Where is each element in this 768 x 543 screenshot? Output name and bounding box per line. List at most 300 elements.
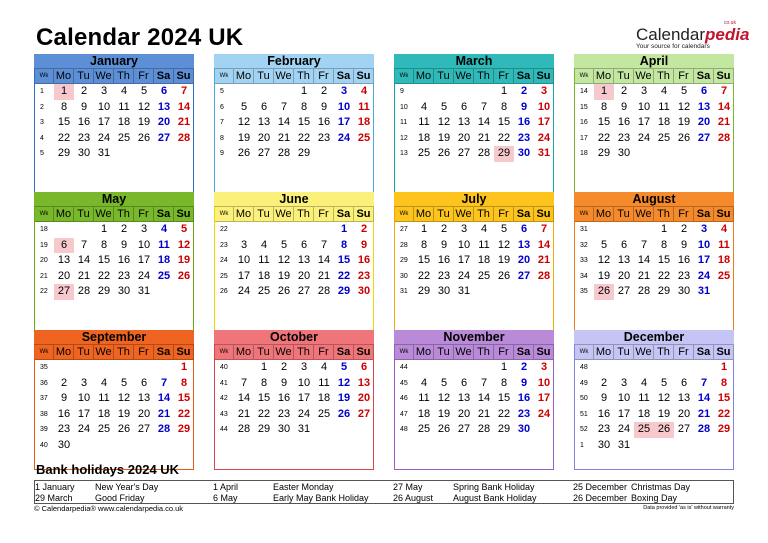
day-cell: 22 — [417, 269, 431, 282]
month-grid — [575, 69, 733, 162]
day-cell: 21 — [477, 407, 491, 420]
day-cell: 24 — [537, 131, 551, 144]
day-cell: 8 — [60, 100, 68, 113]
weekday-header: Fr — [494, 69, 514, 84]
bank-holiday-date: 6 May — [213, 493, 238, 503]
day-cell: 30 — [517, 423, 531, 435]
bank-holiday-date: 26 December — [573, 493, 628, 503]
day-cell: 6 — [520, 223, 528, 235]
day-cell: 19 — [117, 407, 131, 420]
day-cell: 1 — [500, 85, 508, 97]
bank-holiday-date: 27 May — [393, 482, 423, 492]
week-number: 44 — [220, 426, 228, 433]
day-cell: 1 — [180, 361, 188, 373]
day-cell: 26 — [497, 269, 511, 282]
empty-day-cell — [534, 422, 554, 438]
day-cell: 21 — [177, 116, 191, 128]
day-cell: 5 — [440, 376, 448, 389]
day-cell: 20 — [137, 407, 151, 420]
day-cell: 15 — [717, 392, 731, 404]
month-name: March — [394, 54, 554, 69]
day-cell: 8 — [660, 238, 668, 251]
day-cell: 6 — [54, 238, 74, 254]
day-cell: 4 — [260, 238, 268, 251]
day-cell: 20 — [257, 131, 271, 144]
day-cell: 14 — [77, 254, 91, 266]
day-cell: 4 — [100, 376, 108, 389]
day-cell: 11 — [358, 100, 370, 113]
weekday-header: Mo — [234, 69, 254, 84]
empty-day-cell — [254, 222, 274, 238]
day-cell: 24 — [237, 285, 251, 297]
day-cell: 17 — [297, 392, 311, 404]
month-grid — [395, 345, 553, 438]
weekday-header: Mo — [54, 69, 74, 84]
empty-day-cell — [694, 438, 714, 454]
month-grid — [215, 207, 373, 300]
empty-day-cell — [334, 422, 354, 438]
day-cell: 9 — [620, 100, 628, 113]
day-cell: 10 — [337, 100, 351, 113]
day-cell: 9 — [120, 238, 128, 251]
week-number: 1 — [580, 441, 584, 449]
week-number-header: Wk — [575, 69, 594, 84]
week-number: 41 — [220, 379, 228, 387]
month-name: February — [214, 54, 374, 69]
month-february — [214, 54, 374, 194]
day-cell: 5 — [120, 376, 128, 389]
week-number: 40 — [220, 364, 228, 371]
day-cell: 19 — [437, 131, 451, 144]
week-number: 45 — [400, 379, 408, 387]
week-number: 15 — [580, 103, 588, 111]
day-cell: 20 — [457, 407, 471, 420]
day-cell: 29 — [657, 285, 671, 297]
empty-day-cell — [414, 84, 434, 100]
weekday-header: We — [634, 207, 654, 222]
empty-day-cell — [714, 284, 734, 300]
week-number: 44 — [400, 364, 408, 371]
day-cell: 26 — [337, 407, 351, 420]
weekday-header: Tu — [614, 345, 634, 360]
day-cell: 3 — [700, 223, 708, 235]
day-cell: 28 — [177, 131, 191, 144]
weekday-header: Sa — [694, 207, 714, 222]
day-cell: 15 — [417, 254, 431, 266]
month-grid — [395, 207, 553, 300]
day-cell: 5 — [240, 100, 248, 113]
day-cell: 15 — [177, 392, 191, 404]
week-number: 29 — [400, 257, 408, 264]
weekday-header: Sa — [154, 207, 174, 222]
day-cell: 3 — [80, 376, 88, 389]
bank-holiday-date: 29 March — [35, 493, 73, 503]
week-number: 38 — [40, 410, 48, 418]
day-cell: 26 — [117, 423, 131, 435]
weekday-header: Mo — [594, 69, 614, 84]
weekday-header: We — [274, 345, 294, 360]
week-number: 52 — [580, 426, 588, 433]
day-cell: 13 — [697, 100, 711, 113]
day-cell: 4 — [420, 100, 428, 113]
day-cell: 3 — [460, 223, 468, 235]
day-cell: 30 — [77, 147, 91, 159]
day-cell: 2 — [520, 85, 528, 97]
day-cell: 20 — [617, 269, 631, 282]
day-cell: 26 — [177, 269, 191, 282]
weekday-header: Su — [174, 207, 194, 222]
month-name: July — [394, 192, 554, 207]
day-cell: 12 — [437, 392, 451, 404]
day-cell: 14 — [477, 116, 491, 128]
empty-day-cell — [314, 222, 334, 238]
week-number: 20 — [40, 257, 48, 264]
day-cell: 7 — [640, 238, 648, 251]
empty-day-cell — [134, 438, 154, 454]
day-cell: 27 — [257, 147, 271, 159]
weekday-header: Sa — [514, 69, 534, 84]
day-cell: 3 — [540, 85, 548, 97]
month-grid — [35, 345, 193, 453]
day-cell: 14 — [237, 392, 251, 404]
day-cell: 9 — [360, 238, 368, 251]
weekday-header: Fr — [134, 207, 154, 222]
day-cell: 30 — [517, 147, 531, 159]
month-name: June — [214, 192, 374, 207]
bank-holiday-name: August Bank Holiday — [453, 493, 537, 503]
day-cell: 2 — [60, 376, 68, 389]
day-cell: 29 — [297, 147, 311, 159]
day-cell: 28 — [537, 269, 551, 282]
week-number: 33 — [580, 257, 588, 264]
day-cell: 11 — [418, 392, 430, 404]
week-number: 2 — [40, 103, 44, 111]
day-cell: 12 — [177, 238, 191, 251]
day-cell: 11 — [158, 238, 170, 251]
footer-disclaimer: Data provided 'as is' without warranty — [643, 505, 734, 511]
day-cell: 4 — [360, 85, 368, 97]
weekday-header: We — [454, 345, 474, 360]
day-cell: 11 — [638, 392, 650, 404]
day-cell: 27 — [517, 269, 531, 282]
day-cell: 29 — [717, 423, 731, 435]
empty-day-cell — [634, 222, 654, 238]
weekday-header: Tu — [254, 69, 274, 84]
day-cell: 7 — [480, 100, 488, 113]
day-cell: 17 — [537, 116, 551, 128]
week-number: 18 — [40, 226, 48, 233]
day-cell: 9 — [600, 392, 608, 404]
day-cell: 2 — [440, 223, 448, 235]
day-cell: 13 — [457, 116, 471, 128]
day-cell: 31 — [537, 147, 551, 159]
weekday-header: Th — [294, 69, 314, 84]
day-cell: 25 — [477, 269, 491, 282]
day-cell: 4 — [660, 85, 668, 97]
empty-day-cell — [94, 438, 114, 454]
day-cell: 13 — [677, 392, 691, 404]
empty-day-cell — [114, 360, 134, 376]
empty-day-cell — [74, 360, 94, 376]
day-cell: 3 — [540, 361, 548, 373]
day-cell: 9 — [280, 376, 288, 389]
weekday-header: Th — [294, 345, 314, 360]
day-cell: 15 — [657, 254, 671, 266]
weekday-header: Fr — [314, 207, 334, 222]
day-cell: 1 — [420, 223, 428, 235]
weekday-header: Sa — [694, 345, 714, 360]
day-cell: 5 — [280, 238, 288, 251]
day-cell: 10 — [77, 392, 91, 404]
weekday-header: Mo — [594, 345, 614, 360]
day-cell: 13 — [57, 254, 71, 266]
weekday-header: Tu — [254, 345, 274, 360]
day-cell: 23 — [617, 131, 631, 144]
day-cell: 3 — [620, 376, 628, 389]
day-cell: 15 — [497, 116, 511, 128]
weekday-header: We — [454, 69, 474, 84]
day-cell: 16 — [117, 254, 131, 266]
week-number-header: Wk — [395, 345, 414, 360]
day-cell: 21 — [697, 407, 711, 420]
empty-day-cell — [94, 360, 114, 376]
day-cell: 27 — [297, 285, 311, 297]
day-cell: 29 — [337, 285, 351, 297]
day-cell: 6 — [680, 376, 688, 389]
day-cell: 26 — [437, 147, 451, 159]
day-cell: 28 — [157, 423, 171, 435]
day-cell: 23 — [517, 407, 531, 420]
day-cell: 4 — [720, 223, 728, 235]
empty-day-cell — [494, 284, 514, 300]
week-number: 7 — [220, 119, 224, 126]
weekday-header: Su — [174, 345, 194, 360]
day-cell: 10 — [617, 392, 631, 404]
day-cell: 31 — [97, 147, 111, 159]
weekday-header: Su — [714, 207, 734, 222]
day-cell: 22 — [717, 407, 731, 420]
day-cell: 21 — [317, 269, 331, 282]
weekday-header: Su — [534, 69, 554, 84]
day-cell: 22 — [497, 407, 511, 420]
day-cell: 16 — [317, 116, 331, 128]
day-cell: 20 — [457, 131, 471, 144]
day-cell: 13 — [157, 100, 171, 113]
weekday-header: Tu — [74, 69, 94, 84]
day-cell: 13 — [297, 254, 311, 266]
week-number: 47 — [400, 410, 408, 418]
day-cell: 31 — [297, 423, 311, 435]
week-number-header: Wk — [575, 345, 594, 360]
day-cell: 28 — [317, 285, 331, 297]
day-cell: 14 — [317, 254, 331, 266]
empty-day-cell — [74, 222, 94, 238]
weekday-header: Mo — [54, 345, 74, 360]
day-cell: 5 — [180, 223, 188, 235]
day-cell: 26 — [137, 131, 151, 144]
day-cell: 7 — [720, 85, 728, 97]
day-cell: 7 — [700, 376, 708, 389]
day-cell: 26 — [437, 423, 451, 435]
empty-day-cell — [474, 284, 494, 300]
day-cell: 25 — [117, 131, 131, 144]
day-cell: 16 — [437, 254, 451, 266]
month-july — [394, 192, 554, 332]
day-cell: 29 — [497, 423, 511, 435]
week-number: 46 — [400, 395, 408, 402]
day-cell: 17 — [697, 254, 711, 266]
week-number: 5 — [220, 88, 224, 95]
day-cell: 27 — [457, 423, 471, 435]
empty-day-cell — [154, 360, 174, 376]
logo-word-part2: pedia — [705, 25, 750, 44]
week-number: 25 — [220, 272, 228, 280]
day-cell: 1 — [340, 223, 348, 235]
day-cell: 31 — [697, 285, 711, 297]
weekday-header: Sa — [514, 345, 534, 360]
day-cell: 4 — [320, 361, 328, 373]
day-cell: 20 — [517, 254, 531, 266]
month-grid — [35, 69, 193, 162]
day-cell: 29 — [417, 285, 431, 297]
week-number: 28 — [400, 241, 408, 249]
day-cell: 14 — [637, 254, 651, 266]
weekday-header: Mo — [594, 207, 614, 222]
day-cell: 4 — [160, 223, 168, 235]
day-cell: 22 — [177, 407, 191, 420]
empty-day-cell — [414, 360, 434, 376]
day-cell: 17 — [617, 407, 631, 420]
weekday-header: Tu — [434, 69, 454, 84]
month-name: September — [34, 330, 194, 345]
weekday-header: Tu — [254, 207, 274, 222]
day-cell: 25 — [417, 423, 431, 435]
empty-day-cell — [614, 222, 634, 238]
day-cell: 13 — [357, 376, 371, 389]
day-cell: 2 — [80, 85, 88, 97]
day-cell: 19 — [137, 116, 151, 128]
month-name: December — [574, 330, 734, 345]
day-cell: 8 — [260, 376, 268, 389]
day-cell: 25 — [97, 423, 111, 435]
day-cell: 28 — [77, 285, 91, 297]
day-cell: 22 — [57, 131, 71, 144]
week-number: 17 — [580, 134, 588, 142]
day-cell: 18 — [477, 254, 491, 266]
day-cell: 23 — [117, 269, 131, 282]
empty-day-cell — [634, 360, 654, 376]
day-cell: 20 — [677, 407, 691, 420]
month-grid — [215, 69, 373, 162]
empty-day-cell — [294, 222, 314, 238]
empty-day-cell — [654, 360, 674, 376]
bank-holiday-name: Easter Monday — [273, 482, 334, 492]
empty-day-cell — [674, 438, 694, 454]
day-cell: 18 — [417, 131, 431, 144]
empty-day-cell — [54, 222, 74, 238]
day-cell: 8 — [600, 100, 608, 113]
day-cell: 11 — [98, 392, 110, 404]
weekday-header: Su — [534, 207, 554, 222]
day-cell: 12 — [597, 254, 611, 266]
day-cell: 1 — [500, 361, 508, 373]
week-number: 5 — [40, 150, 44, 157]
day-cell: 31 — [617, 438, 631, 451]
week-number: 18 — [580, 150, 588, 157]
empty-day-cell — [254, 84, 274, 100]
day-cell: 18 — [657, 116, 671, 128]
day-cell: 23 — [77, 131, 91, 144]
month-grid — [215, 345, 373, 438]
day-cell: 26 — [277, 285, 291, 297]
weekday-header: We — [454, 207, 474, 222]
day-cell: 8 — [500, 100, 508, 113]
day-cell: 7 — [540, 223, 548, 235]
day-cell: 16 — [517, 116, 531, 128]
empty-day-cell — [114, 146, 134, 162]
day-cell: 22 — [337, 269, 351, 282]
day-cell: 17 — [457, 254, 471, 266]
day-cell: 7 — [480, 376, 488, 389]
weekday-header: Mo — [234, 345, 254, 360]
weekday-header: Fr — [494, 207, 514, 222]
day-cell: 7 — [280, 100, 288, 113]
day-cell: 14 — [177, 100, 191, 113]
day-cell: 4 — [640, 376, 648, 389]
day-cell: 29 — [257, 423, 271, 435]
week-number: 24 — [220, 257, 228, 264]
week-number: 16 — [580, 119, 588, 126]
day-cell: 4 — [480, 223, 488, 235]
weekday-header: Th — [114, 69, 134, 84]
day-cell: 31 — [137, 285, 151, 297]
day-cell: 18 — [417, 407, 431, 420]
day-cell: 21 — [637, 269, 651, 282]
weekday-header: Su — [174, 69, 194, 84]
empty-day-cell — [434, 360, 454, 376]
weekday-header: Th — [654, 69, 674, 84]
day-cell: 14 — [277, 116, 291, 128]
day-cell: 29 — [57, 147, 71, 159]
day-cell: 19 — [237, 131, 251, 144]
day-cell: 18 — [97, 407, 111, 420]
day-cell: 11 — [418, 116, 430, 128]
week-number: 32 — [580, 241, 588, 249]
day-cell: 6 — [160, 85, 168, 97]
week-number: 35 — [40, 364, 48, 371]
day-cell: 3 — [100, 85, 108, 97]
day-cell: 1 — [300, 85, 308, 97]
weekday-header: Mo — [234, 207, 254, 222]
day-cell: 24 — [457, 269, 471, 282]
empty-day-cell — [654, 146, 674, 162]
empty-day-cell — [274, 222, 294, 238]
day-cell: 28 — [477, 423, 491, 435]
day-cell: 23 — [517, 131, 531, 144]
weekday-header: Th — [474, 345, 494, 360]
day-cell: 6 — [460, 100, 468, 113]
day-cell: 2 — [600, 376, 608, 389]
empty-day-cell — [314, 422, 334, 438]
weekday-header: Fr — [494, 345, 514, 360]
day-cell: 30 — [57, 438, 71, 451]
empty-day-cell — [134, 360, 154, 376]
empty-day-cell — [594, 222, 614, 238]
calendarpedia-logo[interactable] — [636, 20, 750, 50]
day-cell: 10 — [97, 100, 111, 113]
day-cell: 24 — [697, 269, 711, 282]
day-cell: 30 — [597, 438, 611, 451]
